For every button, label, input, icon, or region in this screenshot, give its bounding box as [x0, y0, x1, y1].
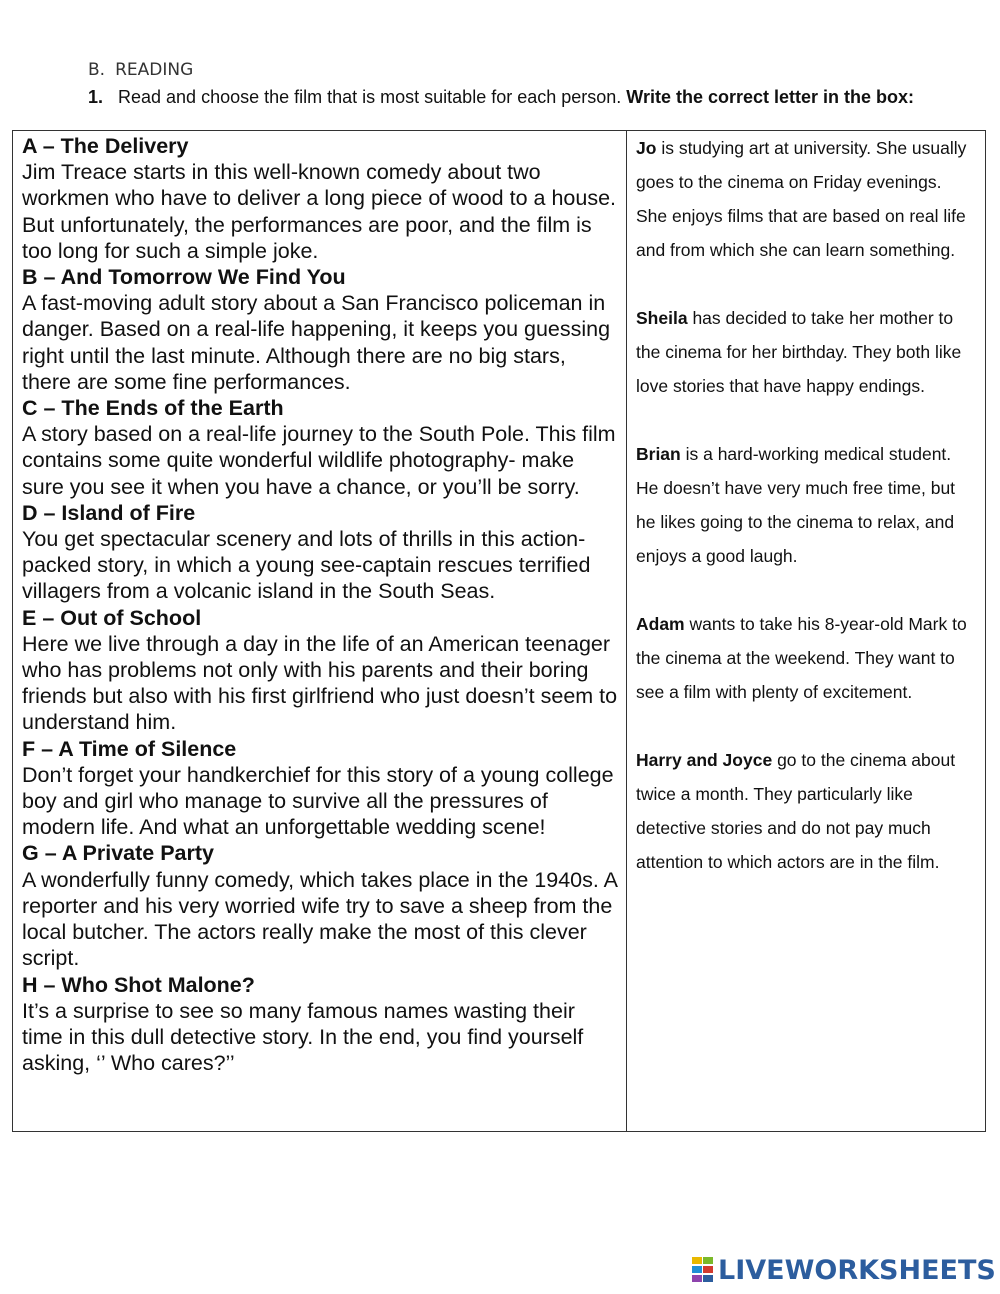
instruction-number: 1.	[88, 87, 104, 107]
film-title: G – A Private Party	[22, 841, 214, 866]
person-text: is studying art at university. She usually goes to the cinema on Friday evenings. She enjoys films that are based on real life and from which she can learn something.	[636, 138, 967, 260]
film-title: F – A Time of Silence	[22, 736, 237, 761]
person-text: go to the cinema about twice a month. They particularly like detective stories and do not pay much attention to which actors are in the film.	[636, 750, 956, 872]
film-description: A wonderfully funny comedy, which takes place in the 1940s. A reporter and his very worried wife try to save a sheep from the local butcher. The actors really make the most of this clever script.	[22, 867, 617, 971]
person-name: Adam	[636, 614, 685, 634]
film-d	[22, 500, 618, 605]
film-e	[22, 605, 618, 736]
liveworksheets-logo-icon	[692, 1257, 714, 1283]
film-description: Don’t forget your handkerchief for this story of a young college boy and girl who manage to survive all the pressures of modern life. And what an unforgettable wedding scene!	[22, 762, 614, 840]
section-letter: B.	[88, 60, 106, 80]
film-description: Here we live through a day in the life of an American teenager who has problems not only with his parents and their boring friends but also with his first girlfriend who just doesn’t seem to understand him.	[22, 631, 618, 735]
instruction-text: Read and choose the film that is most suitable for each person.	[118, 87, 622, 107]
person-adam	[636, 607, 977, 709]
section-title: READING	[115, 60, 194, 80]
person-sheila	[636, 301, 977, 403]
film-title: D – Island of Fire	[22, 500, 196, 525]
person-text: wants to take his 8-year-old Mark to the cinema at the weekend. They want to see a film with plenty of excitement.	[636, 614, 967, 702]
instruction-text-wrap	[118, 87, 968, 108]
films-table	[12, 130, 986, 1132]
film-description: A story based on a real-life journey to the South Pole. This film contains some quite wonderful wildlife photography- make sure you see it when you have a chance, or you’ll be sorry.	[22, 422, 616, 499]
film-title: C – The Ends of the Earth	[22, 396, 284, 421]
section-heading	[88, 60, 193, 80]
instruction-bold-text: Write the correct letter in the box:	[626, 87, 915, 107]
films-column	[13, 131, 627, 1131]
film-b	[22, 264, 618, 395]
film-description: A fast-moving adult story about a San Francisco policeman in danger. Based on a real-life happening, it keeps you guessing right until the last minute. Although there are no big stars, there are some fine performances.	[22, 291, 611, 394]
film-title: E – Out of School	[22, 605, 202, 630]
film-description: You get spectacular scenery and lots of thrills in this action-packed story, in which a young see-captain rescues terrified villagers from a volcanic island in the South Seas.	[22, 527, 591, 604]
logo-text: LIVEWORKSHEETS	[718, 1254, 996, 1286]
person-text: has decided to take her mother to the cinema for her birthday. They both like love stories that have happy endings.	[636, 308, 962, 396]
person-jo	[636, 131, 977, 267]
film-f	[22, 736, 618, 841]
film-title: H – Who Shot Malone?	[22, 972, 255, 997]
person-name: Sheila	[636, 308, 688, 328]
film-title: A – The Delivery	[22, 134, 189, 158]
film-description: Jim Treace starts in this well-known comedy about two workmen who have to deliver a long piece of wood to a house. But unfortunately, the performances are poor, and the film is too long for such a simple joke.	[22, 160, 617, 263]
film-a	[22, 133, 618, 264]
instruction	[88, 87, 968, 108]
film-h	[22, 972, 618, 1077]
film-g	[22, 840, 618, 971]
film-title: B – And Tomorrow We Find You	[22, 265, 346, 290]
film-description: It’s a surprise to see so many famous names wasting their time in this dull detective story. In the end, you find yourself asking, ‘’ Who cares?’’	[22, 998, 584, 1076]
film-c	[22, 395, 618, 500]
person-name: Harry and Joyce	[636, 750, 773, 770]
person-name: Jo	[636, 138, 657, 158]
person-harry-and-joyce	[636, 743, 977, 879]
person-brian	[636, 437, 977, 573]
people-column	[627, 131, 985, 1131]
person-name: Brian	[636, 444, 681, 464]
liveworksheets-logo[interactable]	[692, 1253, 996, 1287]
person-text: is a hard-working medical student. He doesn’t have very much free time, but he likes going to the cinema to relax, and enjoys a good laugh.	[636, 444, 956, 566]
